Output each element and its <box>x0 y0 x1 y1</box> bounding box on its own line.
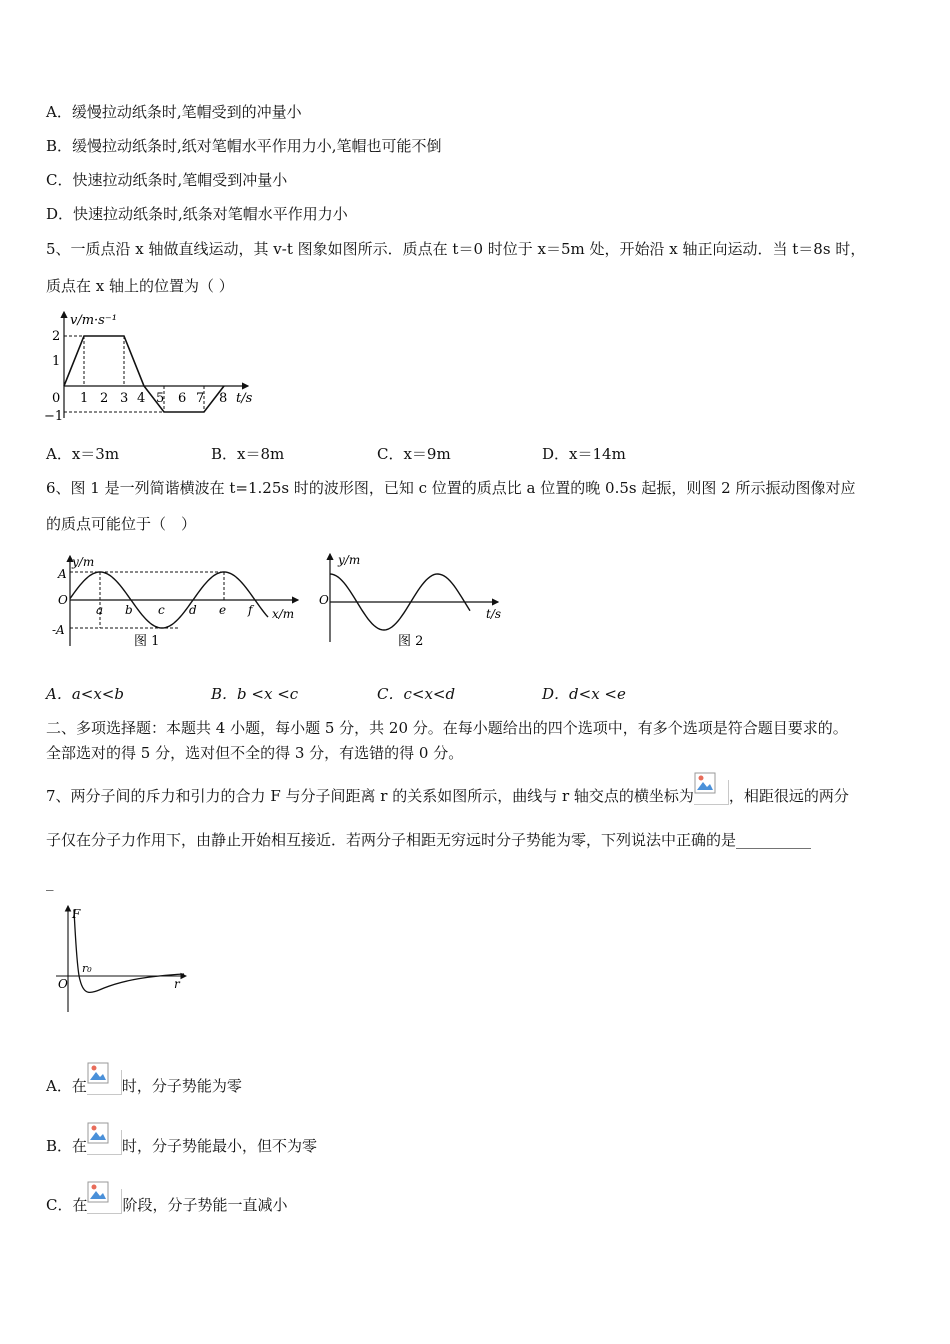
q6-point-a: a <box>96 603 104 617</box>
q5-ytick: 2 <box>52 329 61 344</box>
q5-option-c: C．x＝9m <box>377 445 451 463</box>
q5-xtick: 3 <box>120 391 129 406</box>
q6-point-b: b <box>125 603 133 617</box>
q5-vt-graph <box>40 306 255 430</box>
q7-xlabel: r <box>174 977 180 991</box>
q7-origin: O <box>58 977 68 991</box>
q4-option-c: C．快速拉动纸条时,笔帽受到冲量小 <box>46 171 288 189</box>
q6-fig1-ylabel: y/m <box>72 555 95 569</box>
q6-point-d: d <box>189 603 197 617</box>
broken-image-icon <box>87 1070 122 1095</box>
q5-stem-line1: 5、一质点沿 x 轴做直线运动，其 v-t 图象如图所示．质点在 t＝0 时位于 x＝5m 处，开始沿 x 轴正向运动．当 t＝8s 时， <box>46 240 866 258</box>
q6-fig1-caption: 图 1 <box>134 634 160 649</box>
q6-fig1-A: A <box>58 567 67 581</box>
q6-option-d: D．d<x <e <box>542 685 626 703</box>
q7-r0-label: r₀ <box>82 962 92 975</box>
q7-force-curve <box>74 910 184 992</box>
q6-stem-line1: 6、图 1 是一列简谐横波在 t=1.25s 时的波形图，已知 c 位置的质点比 a 位置的晚 0.5s 起振，则图 2 所示振动图像对应 <box>46 479 856 497</box>
q7-force-graph <box>44 900 194 1016</box>
broken-image-icon <box>87 1189 122 1214</box>
q6-point-c: c <box>158 603 165 617</box>
q6-fig2-xlabel: t/s <box>486 607 502 621</box>
q5-ylabel: v/m·s⁻¹ <box>70 313 117 328</box>
q6-fig1-origin: O <box>58 593 68 607</box>
section2-header-line2: 全部选对的得 5 分，选对但不全的得 3 分，有选错的得 0 分。 <box>46 744 464 762</box>
q6-fig2-origin: O <box>319 593 329 607</box>
q6-fig2-vibration <box>316 548 506 652</box>
q4-option-d: D．快速拉动纸条时,纸条对笔帽水平作用力小 <box>46 205 348 223</box>
q5-xtick: 5 <box>156 391 165 406</box>
q5-stem-line2: 质点在 x 轴上的位置为（ ） <box>46 277 234 295</box>
q6-fig2-ylabel: y/m <box>338 553 361 567</box>
broken-image-icon <box>694 780 729 805</box>
q6-fig1-xlabel: x/m <box>272 607 295 621</box>
q7-option-c <box>46 1189 288 1215</box>
q7-option-a-post: 时，分子势能为零 <box>121 1077 242 1095</box>
q5-ytick: −1 <box>44 409 64 424</box>
q7-stem-line3: _ <box>46 873 54 891</box>
q6-fig1-negA: -A <box>52 623 65 637</box>
q6-fig2-caption: 图 2 <box>398 634 424 649</box>
q5-ytick: 1 <box>52 354 61 369</box>
q4-option-b: B．缓慢拉动纸条时,纸对笔帽水平作用力小,笔帽也可能不倒 <box>46 137 442 155</box>
q7-option-b-pre: B．在 <box>46 1137 88 1155</box>
q7-option-a-pre: A．在 <box>46 1077 87 1095</box>
q7-stem-line1b: ，相距很远的两分 <box>728 787 849 805</box>
q5-xtick: 8 <box>219 391 228 406</box>
q6-option-b: B．b <x <c <box>211 685 299 703</box>
q7-option-c-post: 阶段，分子势能一直减小 <box>122 1196 288 1214</box>
q7-ylabel: F <box>72 907 81 921</box>
q5-xtick: 1 <box>80 391 89 406</box>
q6-fig1-wave <box>46 550 306 654</box>
q7-option-b <box>46 1130 317 1156</box>
q7-stem-line2: 子仅在分子力作用下，由静止开始相互接近．若两分子相距无穷远时分子势能为零，下列说法中正确的是__________ <box>46 831 812 849</box>
q5-xtick: 4 <box>137 391 146 406</box>
q5-xlabel: t/s <box>236 391 253 406</box>
q6-option-a: A．a<x<b <box>46 685 124 703</box>
q6-point-e: e <box>219 603 227 617</box>
q6-option-c: C．c<x<d <box>377 685 456 703</box>
q7-stem-line1 <box>46 780 849 806</box>
q5-option-b: B．x＝8m <box>211 445 285 463</box>
q5-xtick: 2 <box>100 391 109 406</box>
q5-option-a: A．x＝3m <box>46 445 120 463</box>
q7-stem-line1a: 7、两分子间的斥力和引力的合力 F 与分子间距离 r 的关系如图所示，曲线与 r 轴交点的横坐标为 <box>46 787 694 805</box>
q7-option-b-post: 时，分子势能最小，但不为零 <box>122 1137 318 1155</box>
q7-option-a <box>46 1070 242 1096</box>
q7-option-c-pre: C．在 <box>46 1196 88 1214</box>
q4-option-a: A．缓慢拉动纸条时,笔帽受到的冲量小 <box>46 103 302 121</box>
broken-image-icon <box>87 1130 122 1155</box>
q5-xtick: 7 <box>196 391 205 406</box>
section2-header-line1: 二、多项选择题：本题共 4 小题，每小题 5 分，共 20 分。在每小题给出的四个选项中，有多个选项是符合题目要求的。 <box>46 719 848 737</box>
q5-ytick: 0 <box>52 391 61 406</box>
q5-xtick: 6 <box>178 391 187 406</box>
q6-point-f: f <box>248 603 253 617</box>
q5-option-d: D．x＝14m <box>542 445 626 463</box>
q6-stem-line2: 的质点可能位于（ ） <box>46 515 197 533</box>
